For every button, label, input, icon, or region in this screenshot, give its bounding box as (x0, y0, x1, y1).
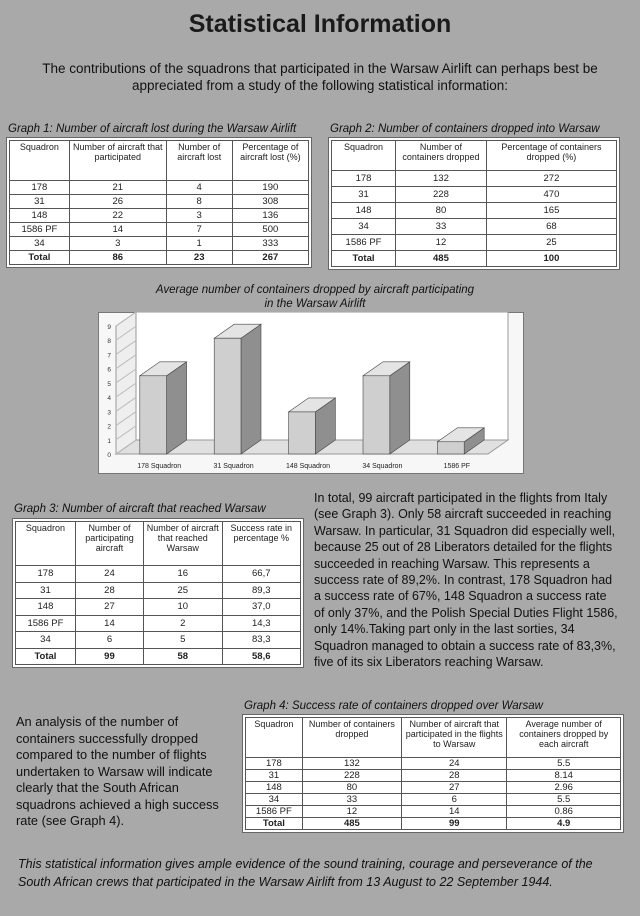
table-cell: 80 (396, 203, 487, 219)
total-row (10, 251, 309, 265)
table-row (16, 632, 301, 649)
table-cell: 14 (402, 806, 507, 818)
table-row (246, 782, 621, 794)
table-cell: 89,3 (222, 582, 301, 599)
table-cell: 21 (69, 181, 166, 195)
table-cell: 148 (332, 203, 396, 219)
graph2-frame (328, 137, 620, 270)
table-cell: 27 (402, 782, 507, 794)
table-cell: 8 (166, 195, 232, 209)
table-cell: 23 (166, 251, 232, 265)
table-cell: 485 (302, 818, 401, 830)
bar-chart (98, 312, 524, 474)
table-row (332, 203, 617, 219)
table-cell: 86 (69, 251, 166, 265)
graph4-header: Number of containers dropped (302, 718, 401, 758)
table-row (10, 237, 309, 251)
x-tick-label: 178 Squadron (137, 463, 182, 470)
graph1-frame (6, 137, 312, 268)
table-cell: 132 (396, 171, 487, 187)
bar (140, 376, 167, 454)
table-cell: 34 (16, 632, 76, 649)
table-cell: 37,0 (222, 599, 301, 616)
graph3-caption: Graph 3: Number of aircraft that reached Warsaw (14, 503, 266, 515)
table-cell: 2 (144, 615, 222, 632)
table-row (246, 758, 621, 770)
table-cell: 100 (486, 251, 616, 267)
table-cell: 333 (232, 237, 308, 251)
table-cell: 34 (246, 794, 303, 806)
table-cell: 272 (486, 171, 616, 187)
table-cell: 14,3 (222, 615, 301, 632)
table-cell: 1586 PF (10, 223, 70, 237)
table-cell: 27 (75, 599, 143, 616)
table-row (332, 235, 617, 251)
graph3-header: Success rate in percentage % (222, 522, 301, 566)
table-cell: 308 (232, 195, 308, 209)
graph4-table (245, 717, 621, 830)
graph2-header: Percentage of containers dropped (%) (486, 141, 616, 171)
x-tick-label: 31 Squadron (213, 463, 254, 470)
table-cell: 28 (402, 770, 507, 782)
graph3-table (15, 521, 301, 665)
table-cell: 68 (486, 219, 616, 235)
table-cell: 178 (332, 171, 396, 187)
x-tick-label: 1586 PF (443, 463, 471, 470)
graph4-caption: Graph 4: Success rate of containers dropped over Warsaw (244, 700, 543, 712)
table-cell: Total (332, 251, 396, 267)
table-cell: 25 (144, 582, 222, 599)
table-cell: 34 (332, 219, 396, 235)
graph1-table (9, 140, 309, 265)
table-cell: 10 (144, 599, 222, 616)
graph2-caption: Graph 2: Number of containers dropped into Warsaw (330, 123, 600, 135)
table-cell: 8.14 (507, 770, 621, 782)
table-row (16, 566, 301, 583)
graph1-header: Squadron (10, 141, 70, 181)
table-cell: 148 (10, 209, 70, 223)
table-cell: 1586 PF (332, 235, 396, 251)
page-title: Statistical Information (188, 10, 452, 38)
graph1-header: Number of aircraft lost (166, 141, 232, 181)
table-row (16, 615, 301, 632)
table-row (246, 770, 621, 782)
table-cell: 228 (302, 770, 401, 782)
table-cell: Total (246, 818, 303, 830)
bar-side (241, 324, 261, 454)
table-cell: 148 (246, 782, 303, 794)
table-cell: 178 (16, 566, 76, 583)
table-cell: 190 (232, 181, 308, 195)
graph4-header: Average number of containers dropped by each aircraft (507, 718, 621, 758)
table-row (16, 599, 301, 616)
table-row (16, 582, 301, 599)
table-cell: 5 (144, 632, 222, 649)
table-cell: 165 (486, 203, 616, 219)
y-tick-label: 4 (107, 395, 111, 403)
table-cell: 99 (75, 648, 143, 665)
table-cell: 148 (16, 599, 76, 616)
x-tick-label: 148 Squadron (286, 463, 330, 470)
graph2-header: Number of containers dropped (396, 141, 487, 171)
table-cell: 58 (144, 648, 222, 665)
table-cell: 1586 PF (246, 806, 303, 818)
table-cell: 16 (144, 566, 222, 583)
table-cell: 3 (69, 237, 166, 251)
y-tick-label: 5 (107, 380, 111, 388)
graph3-frame (12, 518, 304, 668)
table-cell: 31 (10, 195, 70, 209)
table-row (10, 209, 309, 223)
graph3-header: Number of participating aircraft (75, 522, 143, 566)
bar (363, 376, 390, 454)
table-row (10, 181, 309, 195)
table-row (10, 195, 309, 209)
table-cell: 3 (166, 209, 232, 223)
y-tick-label: 8 (107, 338, 111, 346)
y-tick-label: 2 (107, 423, 111, 431)
bar (437, 442, 464, 454)
table-cell: 33 (302, 794, 401, 806)
y-tick-label: 1 (107, 437, 111, 445)
table-cell: 12 (396, 235, 487, 251)
table-cell: 99 (402, 818, 507, 830)
table-cell: 2.96 (507, 782, 621, 794)
table-cell: 6 (75, 632, 143, 649)
table-cell: 4.9 (507, 818, 621, 830)
table-cell: 14 (69, 223, 166, 237)
table-cell: 7 (166, 223, 232, 237)
total-row (332, 251, 617, 267)
y-tick-label: 7 (107, 352, 111, 360)
table-cell: 178 (246, 758, 303, 770)
table-cell: 66,7 (222, 566, 301, 583)
table-cell: 1586 PF (16, 615, 76, 632)
table-cell: 80 (302, 782, 401, 794)
x-tick-label: 34 Squadron (362, 463, 403, 470)
table-cell: 6 (402, 794, 507, 806)
graph4-frame (242, 714, 624, 833)
table-cell: 14 (75, 615, 143, 632)
graph4-header: Squadron (246, 718, 303, 758)
table-cell: 178 (10, 181, 70, 195)
table-cell: 33 (396, 219, 487, 235)
table-cell: 500 (232, 223, 308, 237)
bar-side (167, 362, 187, 454)
table-cell: 22 (69, 209, 166, 223)
table-cell: 470 (486, 187, 616, 203)
table-cell: 31 (16, 582, 76, 599)
graph1-caption: Graph 1: Number of aircraft lost during the Warsaw Airlift (8, 123, 297, 135)
y-tick-label: 3 (107, 409, 111, 417)
total-row (16, 648, 301, 665)
bar-side (390, 362, 410, 454)
table-cell: 34 (10, 237, 70, 251)
chart-title: Average number of containers dropped by aircraft participating in the Warsaw Airlift (155, 284, 475, 310)
table-cell: 228 (396, 187, 487, 203)
table-cell: 25 (486, 235, 616, 251)
table-cell: 267 (232, 251, 308, 265)
intro-text: The contributions of the squadrons that participated in the Warsaw Airlift can perhaps best be appreciated from a study of the following statistical information: (42, 61, 598, 93)
graph3-header: Number of aircraft that reached Warsaw (144, 522, 222, 566)
table-row (332, 187, 617, 203)
table-row (332, 171, 617, 187)
table-cell: 5.5 (507, 794, 621, 806)
table-cell: 136 (232, 209, 308, 223)
graph2-table (331, 140, 617, 267)
total-row (246, 818, 621, 830)
table-row (246, 794, 621, 806)
table-row (246, 806, 621, 818)
table-cell: 31 (332, 187, 396, 203)
bar (289, 412, 316, 454)
table-cell: 24 (402, 758, 507, 770)
graph1-header: Percentage of aircraft lost (%) (232, 141, 308, 181)
graph2-header: Squadron (332, 141, 396, 171)
table-cell: 12 (302, 806, 401, 818)
bar (214, 338, 241, 454)
y-tick-label: 9 (107, 324, 111, 331)
y-tick-label: 0 (107, 452, 111, 459)
table-cell: 1 (166, 237, 232, 251)
table-cell: 28 (75, 582, 143, 599)
table-cell: Total (16, 648, 76, 665)
table-cell: 58,6 (222, 648, 301, 665)
table-cell: 132 (302, 758, 401, 770)
analysis-paragraph-left: An analysis of the number of containers successfully dropped compared to the number of flights undertaken to Warsaw will indicate clearly that the South African squadrons achieved a high success rate (see Graph 4). (16, 714, 219, 828)
footer-text: This statistical information gives ample evidence of the sound training, courage and perseverance of the South African crews that participated in the Warsaw Airlift from 13 August to 22 September 1944. (18, 857, 593, 889)
table-cell: Total (10, 251, 70, 265)
graph4-header: Number of aircraft that participated in the flights to Warsaw (402, 718, 507, 758)
table-cell: 485 (396, 251, 487, 267)
table-cell: 4 (166, 181, 232, 195)
table-row (332, 219, 617, 235)
table-cell: 0.86 (507, 806, 621, 818)
table-cell: 83,3 (222, 632, 301, 649)
y-tick-label: 6 (107, 366, 111, 374)
analysis-paragraph-right: In total, 99 aircraft participated in the flights from Italy (see Graph 3). Only 58 aircraft succeeded in reaching Warsaw. In particular, 31 Squadron did especially well, because 25 out of 28 Liberators detailed for the flights succeeded in reaching Warsaw. This represents a success rate of 89,2%. In contrast, 178 Squadron had a success rate of 67%, 148 Squadron a success rate of only 37%, and the Polish Special Duties Flight 1586, only 14%.Taking part only in the last sorties, 34 Squadron managed to obtain a success rate of 83,3%, five of its six Liberators reaching Warsaw. (314, 491, 618, 670)
table-cell: 31 (246, 770, 303, 782)
table-cell: 5.5 (507, 758, 621, 770)
table-cell: 26 (69, 195, 166, 209)
graph1-header: Number of aircraft that participated (69, 141, 166, 181)
graph3-header: Squadron (16, 522, 76, 566)
table-row (10, 223, 309, 237)
table-cell: 24 (75, 566, 143, 583)
